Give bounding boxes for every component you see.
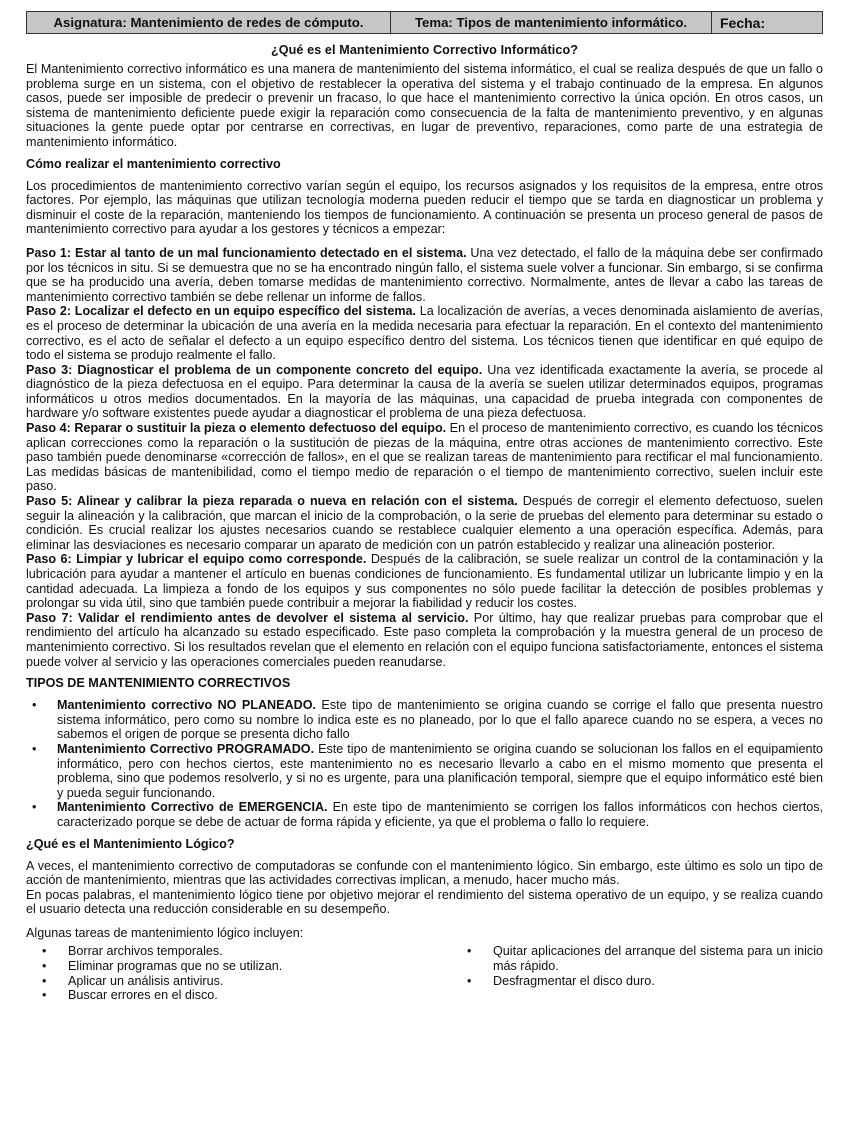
- step-paragraph: [26, 363, 823, 421]
- intro-paragraph: El Mantenimiento correctivo informático es una manera de mantenimiento del sistema informático, el cual se realiza después de que un fallo o problema surge en un sistema, con el objetivo de restablecer la operativa del sistema y el trabajo continuado de la empresa. En algunos casos, puede ser imposible de predecir o prevenir un fracaso, lo que hace el mantenimiento correctivo la única opción. En otros casos, un sistema de mantenimiento deficiente puede exigir la reparación como consecuencia de la falta de mantenimiento preventivo, y en algunas situaciones la gente puede optar por centrarse en correctivas, en lugar de preventivo, reparaciones, como parte de una estrategia de mantenimiento informático.: [26, 62, 823, 149]
- step-paragraph: [26, 246, 823, 304]
- topic-cell: Tema: Tipos de mantenimiento informático.: [391, 12, 712, 34]
- types-list: [26, 698, 823, 829]
- step-label: Paso 2: Localizar el defecto en un equipo específico del sistema.: [26, 304, 417, 319]
- task-text: Quitar aplicaciones del arranque del sistema para un inicio más rápido.: [493, 944, 823, 974]
- list-item: [32, 800, 824, 829]
- bullet-icon: •: [42, 988, 47, 1003]
- task-text: Borrar archivos temporales.: [68, 944, 223, 959]
- list-item: [467, 944, 823, 974]
- task-text: Eliminar programas que no se utilizan.: [68, 959, 283, 974]
- list-item: [42, 959, 426, 974]
- type-label: Mantenimiento Correctivo de EMERGENCIA.: [57, 800, 328, 815]
- bullet-icon: •: [32, 741, 37, 756]
- step-label: Paso 1: Estar al tanto de un mal funcionamiento detectado en el sistema.: [26, 245, 467, 260]
- list-item: [42, 973, 426, 989]
- step-label: Paso 7: Validar el rendimiento antes de devolver el sistema al servicio.: [26, 610, 469, 625]
- step-text: Después de la calibración, se suele realizar un control de la contaminación y la lubricación para ayudar a mantener el artículo en buenas condiciones de funcionamiento. Es fundamental utilizar un lubricante limpio y en la cantidad adecuada. La limpieza a fondo de los equipos y sus componentes no sólo puede facilitar la detección de posibles problemas y prolongar su vida útil, sino que también puede contribuir a mejorar la fiabilidad y reducir los costes.: [26, 552, 824, 611]
- step-text: Una vez identificada exactamente la avería, se procede al diagnóstico de la pieza defectuosa en el equipo. Para determinar la causa de la avería se suelen utilizar determinados equipos, programas informáticos u otros medios documentados. En la mayoría de las máquinas, una capacidad de prueba integrada con componentes de hardware y/o software existentes puede ayudar a diagnosticar el problema de una pieza defectuosa.: [26, 362, 823, 421]
- bullet-icon: •: [42, 973, 47, 988]
- bullet-icon: •: [467, 944, 472, 959]
- types-heading: TIPOS DE MANTENIMIENTO CORRECTIVOS: [26, 676, 291, 691]
- document-title: ¿Qué es el Mantenimiento Correctivo Informático?: [270, 43, 579, 57]
- step-label: Paso 3: Diagnosticar el problema de un componente concreto del equipo.: [26, 362, 483, 377]
- step-paragraph: [26, 552, 823, 610]
- step-label: Paso 5: Alinear y calibrar la pieza reparada o nueva en relación con el sistema.: [26, 494, 518, 509]
- logical-paragraph-1: A veces, el mantenimiento correctivo de computadoras se confunde con el mantenimiento lógico. Sin embargo, este último es solo un tipo de acción de mantenimiento, mientras que las actividades correctivas implican, a menudo, hacer mucho más.: [26, 858, 823, 888]
- tasks-list-left: [26, 944, 426, 1002]
- task-text: Buscar errores en el disco.: [68, 988, 218, 1003]
- list-item: [32, 741, 824, 800]
- tasks-intro: Algunas tareas de mantenimiento lógico incluyen:: [26, 925, 304, 940]
- document-page: [26, 11, 823, 1003]
- how-heading: Cómo realizar el mantenimiento correctivo: [26, 156, 281, 171]
- type-text: Este tipo de mantenimiento se origina cuando se solucionan los fallos en el equipamiento informático, pero con hechos ciertos, este mantenimiento no es necesario llevarlo a cabo en el mismo momento que presenta el problema, sino que podemos resolverlo, y si no es urgente, para una planificación temporal, siempre que el equipo informático esté bien y pueda seguir funcionando.: [57, 741, 824, 800]
- step-text: Después de corregir el elemento defectuoso, suelen seguir la alineación y la calibración, que marcan el inicio de la comprobación, o la serie de pruebas del elemento para determinar su estado o condición. Es crucial realizar los ajustes necesarios cuando se restablece cualquier elemento a una operación específica. Además, para eliminar las desviaciones es necesario comparar un aparato de medición con un patrón establecido y realizar una alineación posterior.: [26, 494, 824, 552]
- step-text: En el proceso de mantenimiento correctivo, es cuando los técnicos aplican correcciones como la reparación o la sustitución de piezas de la máquina, entre otras acciones de mantenimiento correctivo. Este paso también puede denominarse «corrección de fallos», en el que se realizan tareas de mantenimiento para rectificar el mal funcionamiento. Las medidas básicas de mantenibilidad, como el tiempo medio de reparación o el tiempo de mantenimiento correctivo, suelen incluir este paso.: [26, 421, 823, 494]
- type-label: Mantenimiento correctivo NO PLANEADO.: [57, 698, 317, 713]
- type-text: En este tipo de mantenimiento se corrigen los fallos informáticos con hechos ciertos, caracterizado porque se debe de actuar de forma rápida y eficiente, ya que el problema o fallo lo requiere.: [57, 800, 824, 829]
- step-paragraph: [26, 304, 823, 362]
- logical-paragraph-2: En pocas palabras, el mantenimiento lógico tiene por objetivo mejorar el rendimiento del sistema operativo de un equipo, y se realiza cuando el usuario detecta una reducción considerable en su desempeño.: [26, 887, 823, 917]
- type-text: Este tipo de mantenimiento se origina cuando se corrige el fallo que presenta nuestro sistema informático, pero como su nombre lo indica este es no planeado, por lo que el fallo aparece cuando no se espera, a veces no sabemos el origen de porque se presenta dicho fallo: [57, 698, 823, 742]
- logical-heading: ¿Qué es el Mantenimiento Lógico?: [26, 836, 235, 851]
- task-text: Aplicar un análisis antivirus.: [68, 973, 224, 988]
- bullet-icon: •: [32, 698, 37, 713]
- bullet-icon: •: [467, 973, 472, 988]
- step-text: Una vez detectado, el fallo de la máquina debe ser confirmado por los técnicos in situ. Si se demuestra que no se ha encontrado ningún fallo, el sistema suele volver a funcionar. Sin embargo, si se confirma que se ha producido una avería, deben tomarse medidas de mantenimiento correctivo. Normalmente, antes de llevar a cabo las tareas de mantenimiento correctivo también se debe rellenar un informe de fallos.: [26, 245, 823, 304]
- step-text: La localización de averías, a veces denominada aislamiento de averías, es el proceso de determinar la ubicación de una avería en la medida necesaria para efectuar la reparación. En el contexto del mantenimiento correctivo, es el acto de señalar el defecto a un equipo específico dentro del sistema. Los técnicos tienen que identificar en qué equipo de todo el sistema se produjo realmente el fallo.: [26, 304, 823, 363]
- step-label: Paso 4: Reparar o sustituir la pieza o elemento defectuoso del equipo.: [26, 421, 447, 436]
- bullet-icon: •: [42, 959, 47, 974]
- tasks-lists: [26, 944, 823, 1002]
- header-table: [26, 11, 823, 34]
- list-item: [42, 988, 426, 1003]
- step-paragraph: [26, 494, 823, 552]
- step-paragraph: [26, 611, 823, 669]
- how-intro-paragraph: Los procedimientos de mantenimiento correctivo varían según el equipo, los recursos asignados y los requisitos de la empresa, entre otros factores. Por ejemplo, las máquinas que utilizan tecnología moderna pueden reducir el tiempo que se tarda en diagnosticar un problema y disminuir el coste de la reparación, manteniendo los tiempos de funcionamiento. A continuación se presenta un proceso general de pasos de mantenimiento correctivo para ayudar a los gestores y técnicos a empezar:: [26, 178, 823, 237]
- list-item: [467, 973, 823, 989]
- step-label: Paso 6: Limpiar y lubricar el equipo como corresponde.: [26, 552, 367, 567]
- date-cell: Fecha:: [712, 12, 823, 34]
- tasks-list-right: [465, 944, 823, 1002]
- type-label: Mantenimiento Correctivo PROGRAMADO.: [57, 741, 315, 756]
- subject-cell: Asignatura: Mantenimiento de redes de cómputo.: [27, 12, 391, 34]
- step-paragraph: [26, 421, 823, 494]
- step-text: Por último, hay que realizar pruebas para comprobar que el rendimiento del artículo ha alcanzado su estado especificado. Este paso completa la comprobación y la muestra general de un proceso de mantenimiento correctivo. Si los resultados revelan que el elemento en relación con el equipo funciona satisfactoriamente, entonces el sistema puede volver al servicio y las operaciones comerciales pueden reanudarse.: [26, 610, 823, 669]
- task-text: Desfragmentar el disco duro.: [493, 973, 655, 988]
- steps-list: [26, 246, 823, 669]
- list-item: [32, 698, 823, 742]
- bullet-icon: •: [42, 944, 47, 959]
- list-item: [42, 944, 426, 959]
- bullet-icon: •: [32, 800, 37, 815]
